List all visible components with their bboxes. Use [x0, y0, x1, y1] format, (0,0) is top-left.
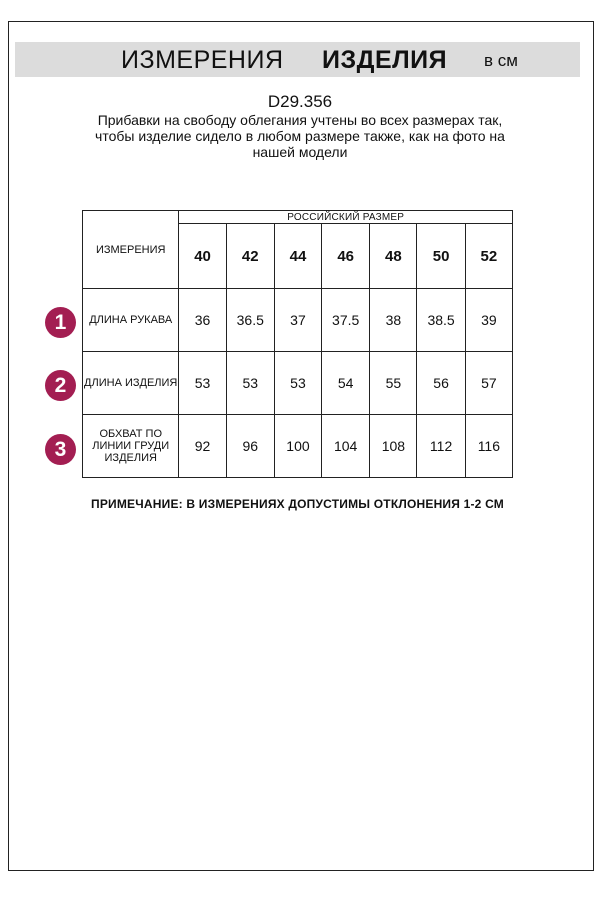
- row-number-badge-1: 1: [45, 307, 76, 338]
- row-label-product-length: ДЛИНА ИЗДЕЛИЯ: [83, 352, 179, 415]
- row-label-sleeve-length: ДЛИНА РУКАВА: [83, 289, 179, 352]
- table-cell: 96: [226, 415, 274, 478]
- table-cell: 112: [417, 415, 465, 478]
- table-cell: 37: [274, 289, 321, 352]
- size-header: 40: [179, 224, 226, 289]
- row-number-badge-2: 2: [45, 370, 76, 401]
- size-header: 44: [274, 224, 321, 289]
- row-number-badge-3: 3: [45, 434, 76, 465]
- table-cell: 55: [370, 352, 417, 415]
- size-header: 52: [465, 224, 512, 289]
- size-table: [82, 210, 513, 478]
- size-header: 48: [370, 224, 417, 289]
- title-banner: [15, 42, 580, 77]
- table-cell: 57: [465, 352, 512, 415]
- title-unit: в см: [484, 51, 518, 70]
- table-cell: 36: [179, 289, 226, 352]
- table-cell: 53: [226, 352, 274, 415]
- table-cell: 38.5: [417, 289, 465, 352]
- table-row: [83, 289, 513, 352]
- table-cell: 108: [370, 415, 417, 478]
- table-row: [83, 352, 513, 415]
- fit-description: Прибавки на свободу облегания учтены во всех размерах так, чтобы изделие сидело в любом размере также, как на фото на нашей модели: [95, 112, 505, 160]
- size-header: 46: [322, 224, 370, 289]
- table-cell: 104: [322, 415, 370, 478]
- size-header: 50: [417, 224, 465, 289]
- table-cell: 39: [465, 289, 512, 352]
- table-cell: 53: [274, 352, 321, 415]
- table-cell: 116: [465, 415, 512, 478]
- table-row: [83, 415, 513, 478]
- measurements-header: ИЗМЕРЕНИЯ: [83, 211, 179, 289]
- title-word-measurements: ИЗМЕРЕНИЯ: [121, 46, 284, 74]
- product-code: D29.356: [267, 92, 333, 111]
- russian-size-header: РОССИЙСКИЙ РАЗМЕР: [179, 211, 513, 224]
- table-cell: 54: [322, 352, 370, 415]
- tolerance-note: ПРИМЕЧАНИЕ: В ИЗМЕРЕНИЯХ ДОПУСТИМЫ ОТКЛОНЕНИЯ 1-2 СМ: [91, 497, 504, 511]
- table-cell: 56: [417, 352, 465, 415]
- table-cell: 53: [179, 352, 226, 415]
- row-label-chest-girth: ОБХВАТ ПО ЛИНИИ ГРУДИ ИЗДЕЛИЯ: [83, 415, 179, 478]
- size-header: 42: [226, 224, 274, 289]
- table-cell: 92: [179, 415, 226, 478]
- table-cell: 38: [370, 289, 417, 352]
- table-cell: 36.5: [226, 289, 274, 352]
- table-cell: 100: [274, 415, 321, 478]
- table-cell: 37.5: [322, 289, 370, 352]
- title-word-product: ИЗДЕЛИЯ: [322, 46, 448, 74]
